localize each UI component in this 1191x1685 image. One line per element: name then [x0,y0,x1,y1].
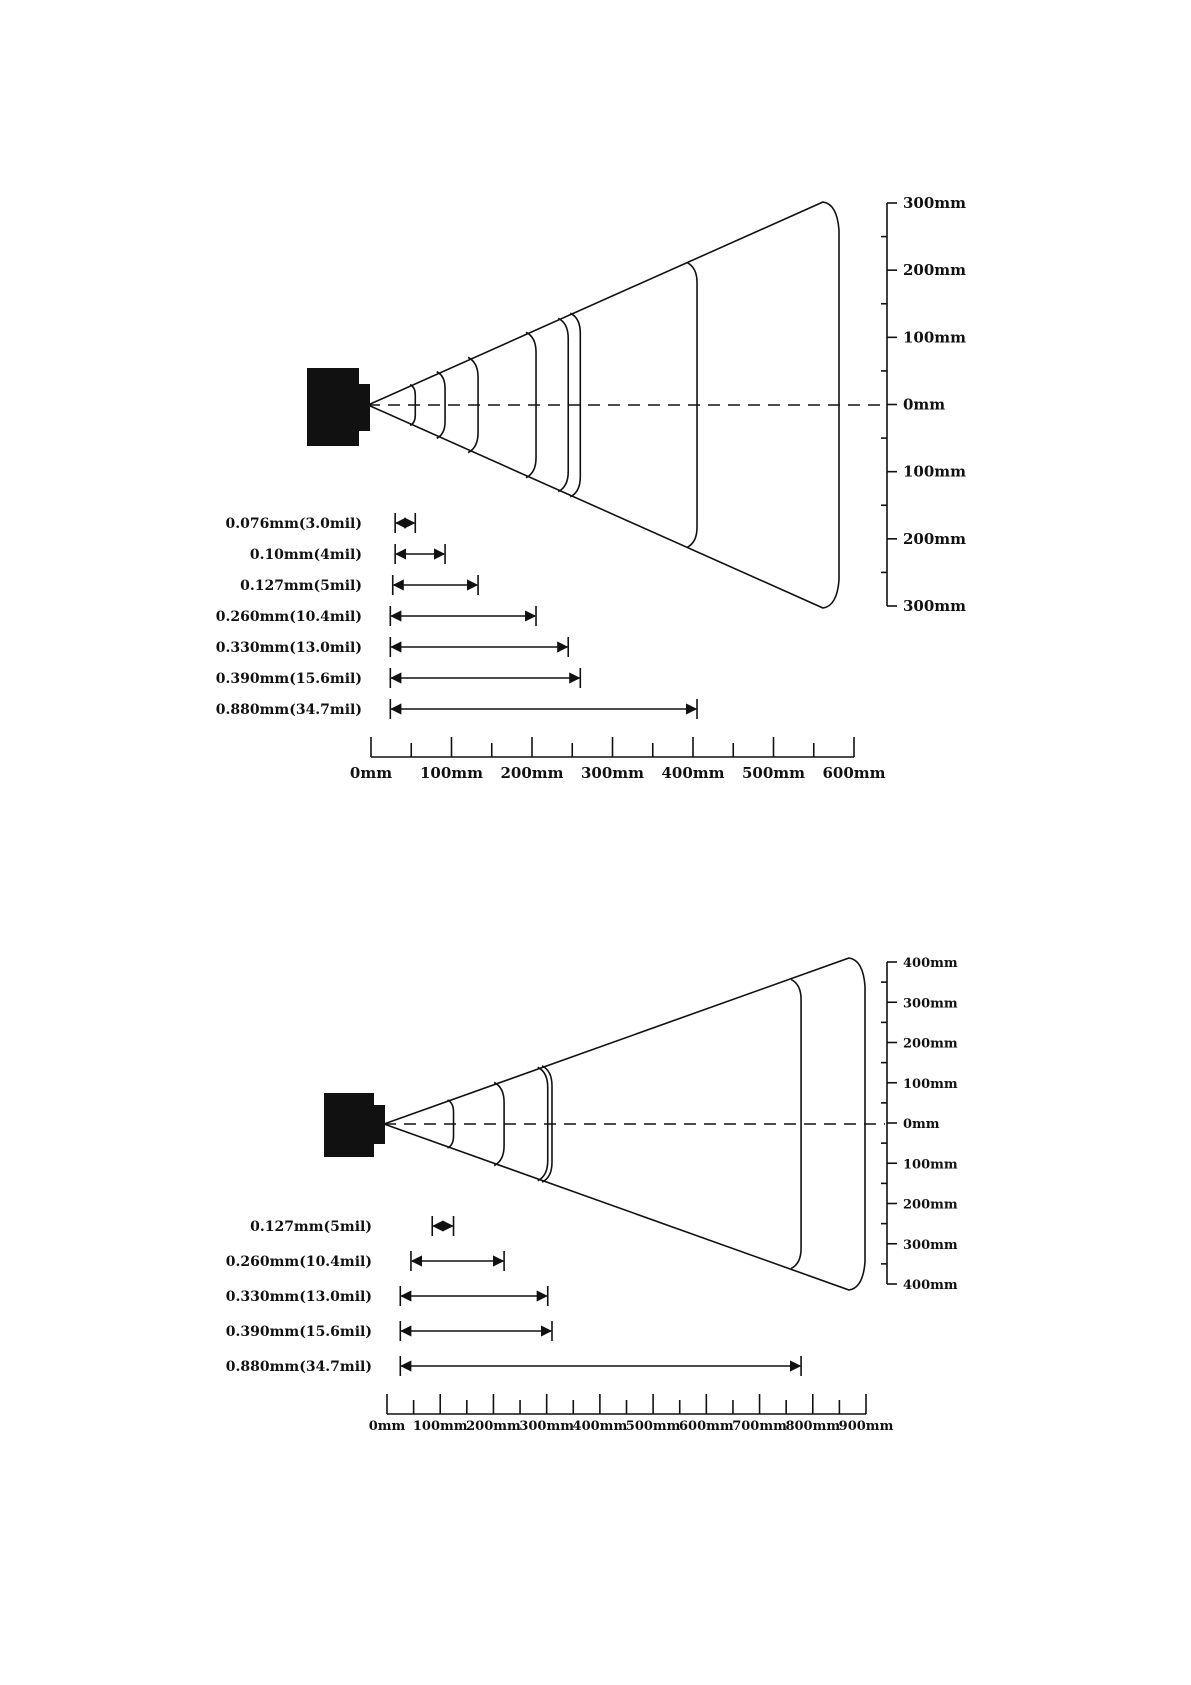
distance-tick-label: 700mm [732,1419,787,1434]
width-tick-label: 100mm [903,1076,958,1092]
distance-tick-label: 0mm [368,1419,406,1434]
scanner-icon [307,368,359,446]
distance-tick-label: 800mm [785,1419,841,1434]
width-tick-label: 200mm [903,1036,958,1052]
width-tick-label: 200mm [903,261,967,280]
width-tick-label: 400mm [903,956,958,971]
density-label: 0.880mm(34.7mil) [225,1359,372,1375]
distance-tick-label: 500mm [741,764,806,782]
distance-tick-label: 400mm [661,764,725,782]
distance-tick-label: 300mm [519,1419,574,1434]
density-label: 0.10mm(4mil) [249,547,362,563]
density-label: 0.260mm(10.4mil) [215,609,362,625]
scanner-icon [324,1093,374,1157]
density-label: 0.880mm(34.7mil) [215,702,362,718]
distance-tick-label: 600mm [679,1419,734,1434]
width-tick-label: 0mm [903,395,946,414]
width-tick-label: 300mm [903,597,967,615]
width-tick-label: 100mm [903,328,967,347]
density-label: 0.390mm(15.6mil) [225,1324,372,1340]
distance-tick-label: 600mm [822,764,886,782]
density-label: 0.127mm(5mil) [250,1219,372,1235]
width-tick-label: 400mm [903,1278,958,1293]
distance-tick-label: 400mm [572,1419,628,1434]
density-label: 0.330mm(13.0mil) [215,640,362,656]
density-label: 0.076mm(3.0mil) [225,516,362,532]
width-tick-label: 300mm [903,996,958,1012]
width-tick-label: 0mm [903,1117,940,1132]
width-tick-label: 300mm [903,194,967,212]
distance-tick-label: 200mm [500,764,564,782]
width-tick-label: 100mm [903,1157,958,1173]
density-label: 0.390mm(15.6mil) [215,671,362,687]
distance-tick-label: 0mm [349,764,393,782]
distance-tick-label: 900mm [838,1419,894,1434]
width-tick-label: 100mm [903,462,967,481]
width-tick-label: 200mm [903,1197,958,1213]
distance-tick-label: 500mm [625,1419,681,1434]
scanner-window-icon [359,384,370,431]
density-label: 0.260mm(10.4mil) [225,1254,372,1270]
distance-tick-label: 100mm [419,764,484,782]
diagram-2 [226,956,958,1434]
width-tick-label: 200mm [903,529,967,548]
distance-tick-label: 100mm [412,1419,468,1434]
diagram-1 [216,194,966,782]
density-label: 0.330mm(13.0mil) [225,1289,372,1305]
density-label: 0.127mm(5mil) [240,578,362,594]
distance-tick-label: 300mm [580,764,645,782]
distance-tick-label: 200mm [466,1419,521,1434]
width-tick-label: 300mm [903,1237,958,1253]
